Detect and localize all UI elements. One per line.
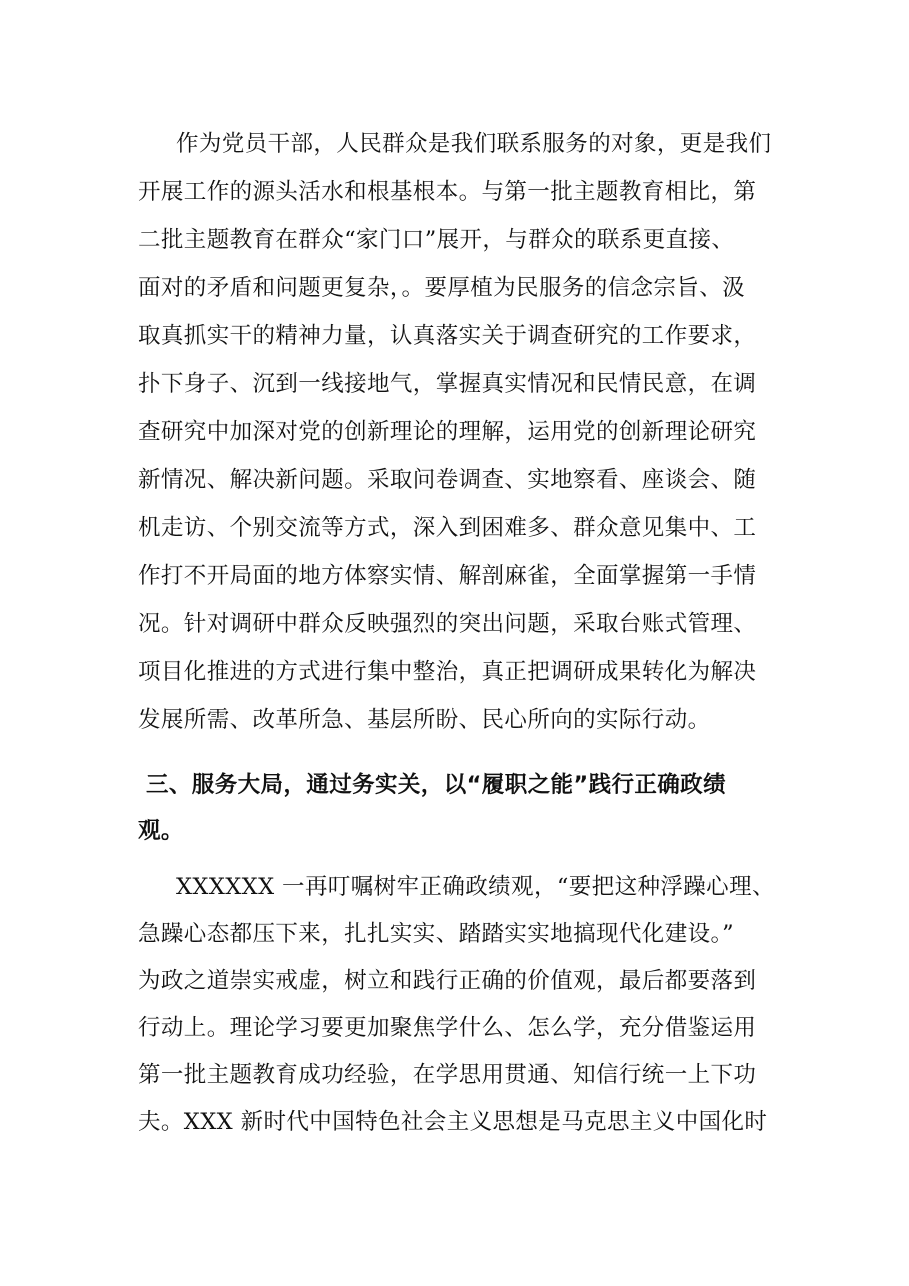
paragraph-service-people bbox=[138, 120, 778, 744]
paragraph-line: 二批主题教育在群众“家门口”展开，与群众的联系更直接、 bbox=[138, 227, 735, 253]
paragraph-line: 作打不开局面的地方体察实情、解剖麻雀，全面掌握第一手情 bbox=[138, 563, 757, 589]
paragraph-line: 为政之道崇实戒虚，树立和践行正确的价值观，最后都要落到 bbox=[138, 968, 757, 994]
section-heading bbox=[138, 762, 778, 854]
paragraph-line: 新情况、解决新问题。采取问卷调查、实地察看、座谈会、随 bbox=[138, 467, 757, 493]
paragraph-line: 面对的矛盾和问题更复杂，。要厚植为民服务的信念宗旨、汲 bbox=[138, 275, 746, 301]
paragraph-line: 开展工作的源头活水和根基根本。与第一批主题教育相比，第 bbox=[138, 179, 757, 205]
paragraph-line: 机走访、个别交流等方式，深入到困难多、群众意见集中、工 bbox=[138, 515, 757, 541]
paragraph-line: 急躁心态都压下来，扎扎实实、踏踏实实地搞现代化建设。” bbox=[138, 921, 735, 947]
paragraph-line: 发展所需、改革所急、基层所盼、民心所向的实际行动。 bbox=[138, 707, 711, 733]
paragraph-line: 扑下身子、沉到一线接地气，掌握真实情况和民情民意，在调 bbox=[138, 371, 757, 397]
paragraph-line: 第一批主题教育成功经验，在学思用贯通、知信行统一上下功 bbox=[138, 1062, 757, 1088]
paragraph-line: 查研究中加深对党的创新理论的理解，运用党的创新理论研究 bbox=[138, 419, 757, 445]
heading-line: 观。 bbox=[138, 818, 184, 844]
paragraph-line: 项目化推进的方式进行集中整治，真正把调研成果转化为解决 bbox=[138, 659, 757, 685]
paragraph-line: 行动上。理论学习要更加聚焦学什么、怎么学，充分借鉴运用 bbox=[138, 1015, 757, 1041]
heading-line: 三、服务大局，通过务实关，以“履职之能”践行正确政绩 bbox=[146, 772, 726, 798]
paragraph-performance-view bbox=[138, 864, 778, 1146]
paragraph-line: XXXXXX 一再叮嘱树牢正确政绩观，“要把这种浮躁心理、 bbox=[176, 874, 775, 900]
paragraph-line: 夫。XXX 新时代中国特色社会主义思想是马克思主义中国化时 bbox=[138, 1109, 768, 1135]
paragraph-line: 作为党员干部，人民群众是我们联系服务的对象，更是我们 bbox=[176, 131, 772, 157]
paragraph-line: 取真抓实干的精神力量，认真落实关于调查研究的工作要求， bbox=[138, 323, 757, 349]
paragraph-line: 况。针对调研中群众反映强烈的突出问题，采取台账式管理、 bbox=[138, 611, 757, 637]
